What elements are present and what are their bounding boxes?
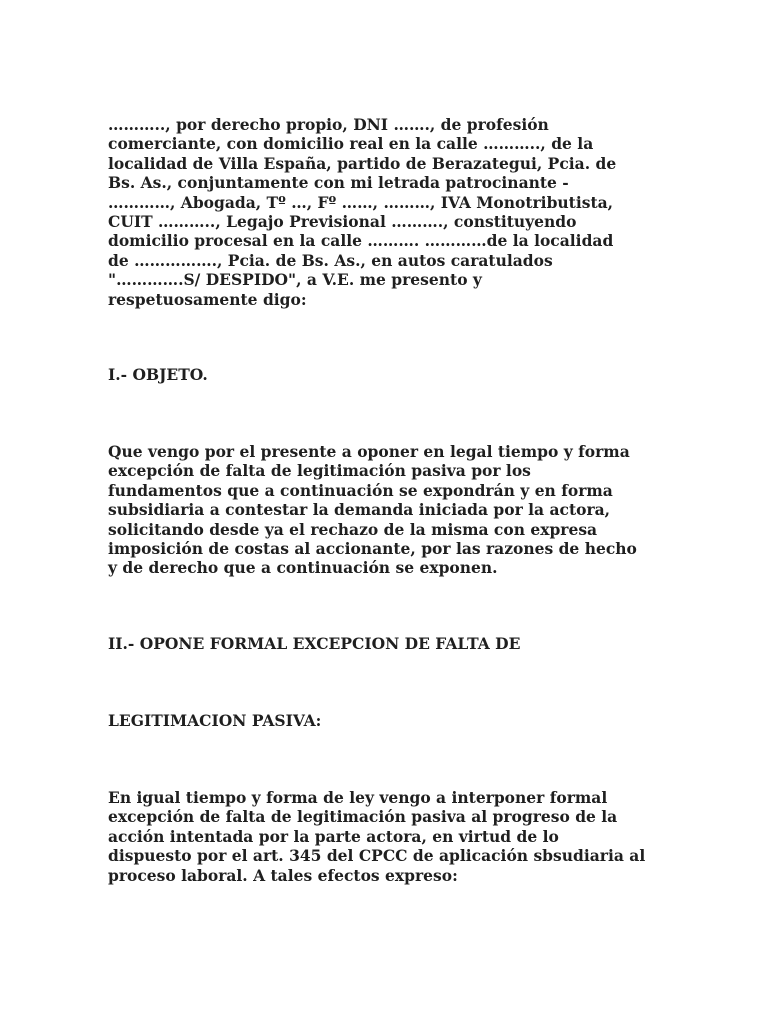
section-heading-legitimacion: LEGITIMACION PASIVA: [108, 711, 322, 730]
section-heading-objeto: I.- OBJETO. [108, 365, 208, 384]
intro-paragraph: ……….., por derecho propio, DNI ……., de profesión comerciante, con domicilio real en la calle ……….., de la localidad de Villa España, partido de Berazategui, Pcia. de Bs. As., conjuntamente con mi letrada patrocinante - …………, Abogada, Tº …, Fº ……, ………, IVA Monotributista, CUIT ……….., Legajo Previsional ………., constituyendo domicilio procesal en la calle ………. …………de la localidad de ……………., Pcia. de Bs. As., en autos caratulados "………….S/ DESPIDO", a V.E. me presento y respetuosamente digo: [108, 115, 617, 309]
objeto-paragraph: Que vengo por el presente a oponer en legal tiempo y forma excepción de falta de legitimación pasiva por los fundamentos que a continuación se expondrán y en forma subsidiaria a contestar la demanda iniciada por la actora, solicitando desde ya el rechazo de la misma con expresa imposición de costas al accionante, por las razones de hecho y de derecho que a continuación se exponen. [108, 442, 637, 578]
excepcion-paragraph: En igual tiempo y forma de ley vengo a interponer formal excepción de falta de legitimación pasiva al progreso de la acción intentada por la parte actora, en virtud de lo dispuesto por el art. 345 del CPCC de aplicación sbsudiaria al proceso laboral. A tales efectos expreso: [108, 788, 646, 885]
section-heading-opone: II.- OPONE FORMAL EXCEPCION DE FALTA DE [108, 634, 521, 653]
